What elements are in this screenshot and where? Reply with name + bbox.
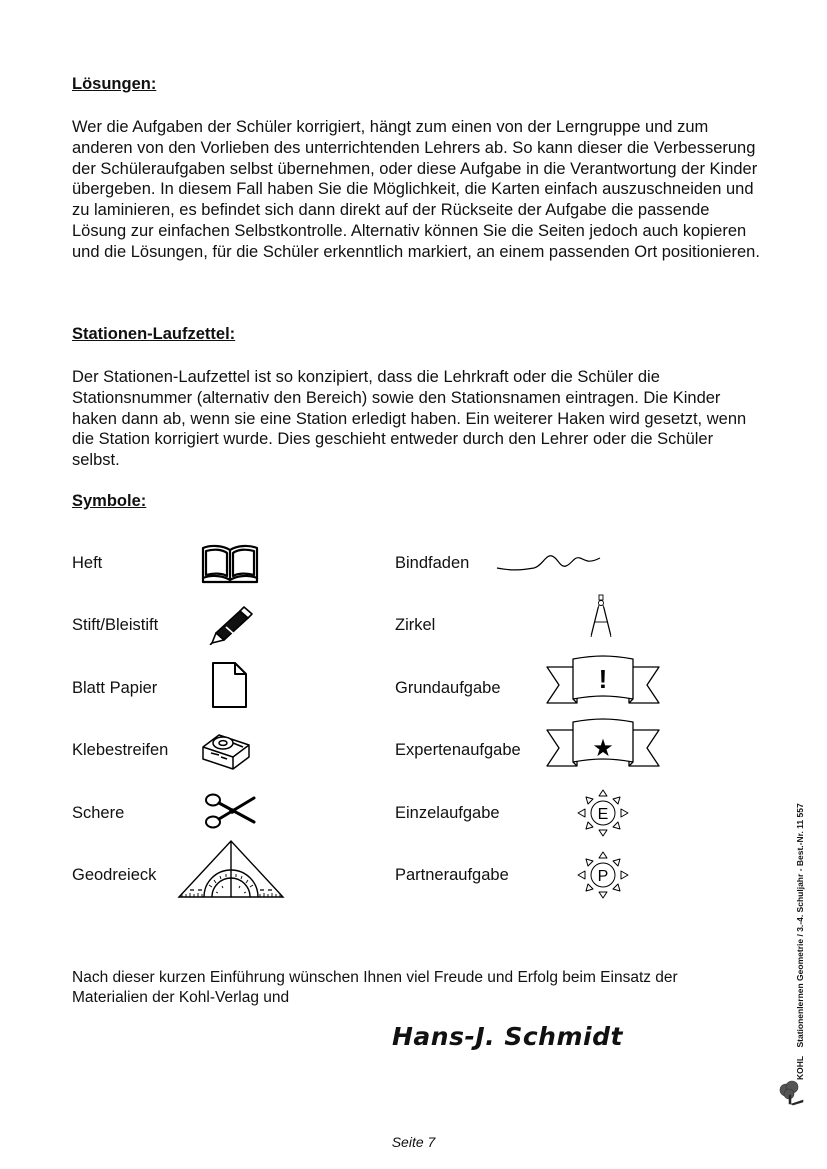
page-number: Seite 7 (391, 1134, 436, 1150)
symbol-label-heft: Heft (72, 554, 103, 572)
banner-mark-exclamation: ! (598, 664, 608, 694)
banner-exclamation-icon (545, 653, 661, 711)
set-square-icon (176, 838, 286, 900)
paragraph-loesungen: Wer die Aufgaben der Schüler korrigiert, hängt zum einen von der Lerngruppe und zum anderen von den Vorlieben des unterrichtenden Lehrers ab. So kann dieser die Verbesserung der Schüleraufgaben selbst übernehmen, oder diese Aufgabe in die Verantwortung der Kinder übergeben. In diesem Fall haben Sie die Möglichkeit, die Karten einfach auszuschneiden und zu laminieren, es befindet sich dann direkt auf der Rückseite der Aufgabe die passende Lösung zur einfachen Selbstkontrolle. Alternativ können Sie die Seiten jedoch auch kopieren und die Lösungen, für die Schüler erkenntlich markiert, an einem passenden Ort positionieren. (72, 118, 760, 261)
symbol-label-zirkel: Zirkel (395, 616, 436, 634)
book-icon (200, 542, 260, 584)
symbol-label-einzelaufgabe: Einzelaufgabe (395, 804, 500, 822)
paragraph-laufzettel: Der Stationen-Laufzettel ist so konzipiert, dass die Lehrkraft oder die Schüler die Stationsnummer (alternativ den Bereich) sowie den Stationsnamen eintragen. Die Kinder haken dann ab, wenn sie eine Station erledigt haben. Ein weiterer Haken wird gesetzt, wenn die Station korrigiert wurde. Dies geschieht entweder durch den Lehrer oder die Schüler selbst. (72, 368, 747, 470)
pencil-icon (206, 605, 254, 645)
sun-e-icon (576, 788, 630, 838)
symbol-label-blatt: Blatt Papier (72, 679, 158, 697)
symbol-label-partneraufgabe: Partneraufgabe (395, 866, 509, 884)
symbol-label-geodreieck: Geodreieck (72, 866, 157, 884)
sun-mark-p: P (597, 868, 609, 885)
symbol-label-schere: Schere (72, 804, 125, 822)
side-footer-text (795, 740, 809, 1080)
paper-sheet-icon (210, 661, 250, 709)
tree-logo-icon (777, 1080, 807, 1106)
side-footer (782, 740, 822, 1080)
symbol-label-stift: Stift/Bleistift (72, 616, 159, 634)
string-icon (494, 550, 604, 576)
symbol-label-bindfaden: Bindfaden (395, 554, 470, 572)
sun-mark-e: E (597, 806, 609, 823)
symbol-label-klebestreifen: Klebestreifen (72, 741, 169, 759)
heading-symbole: Symbole: (72, 492, 147, 510)
banner-mark-star: ★ (592, 734, 614, 762)
symbol-label-expertenaufgabe: Expertenaufgabe (395, 741, 521, 759)
heading-laufzettel: Stationen-Laufzettel: (72, 325, 236, 343)
sun-p-icon (576, 850, 630, 900)
scissors-icon (202, 790, 256, 832)
heading-loesungen: Lösungen: (72, 75, 157, 93)
tape-dispenser-icon (199, 727, 253, 771)
closing-text: Nach dieser kurzen Einführung wünschen Ihnen viel Freude und Erfolg beim Einsatz der Materialien der Kohl-Verlag und (72, 969, 678, 1006)
publisher-logo-text: KOHL (795, 1055, 805, 1080)
compass-icon (588, 594, 614, 640)
signature: Hans-J. Schmidt (392, 1022, 623, 1051)
banner-star-icon (545, 716, 661, 774)
symbol-label-grundaufgabe: Grundaufgabe (395, 679, 501, 697)
series-info: Stationenlernen Geometrie / 3.-4. Schuljahr - Best.-Nr. 11 557 (795, 803, 805, 1048)
